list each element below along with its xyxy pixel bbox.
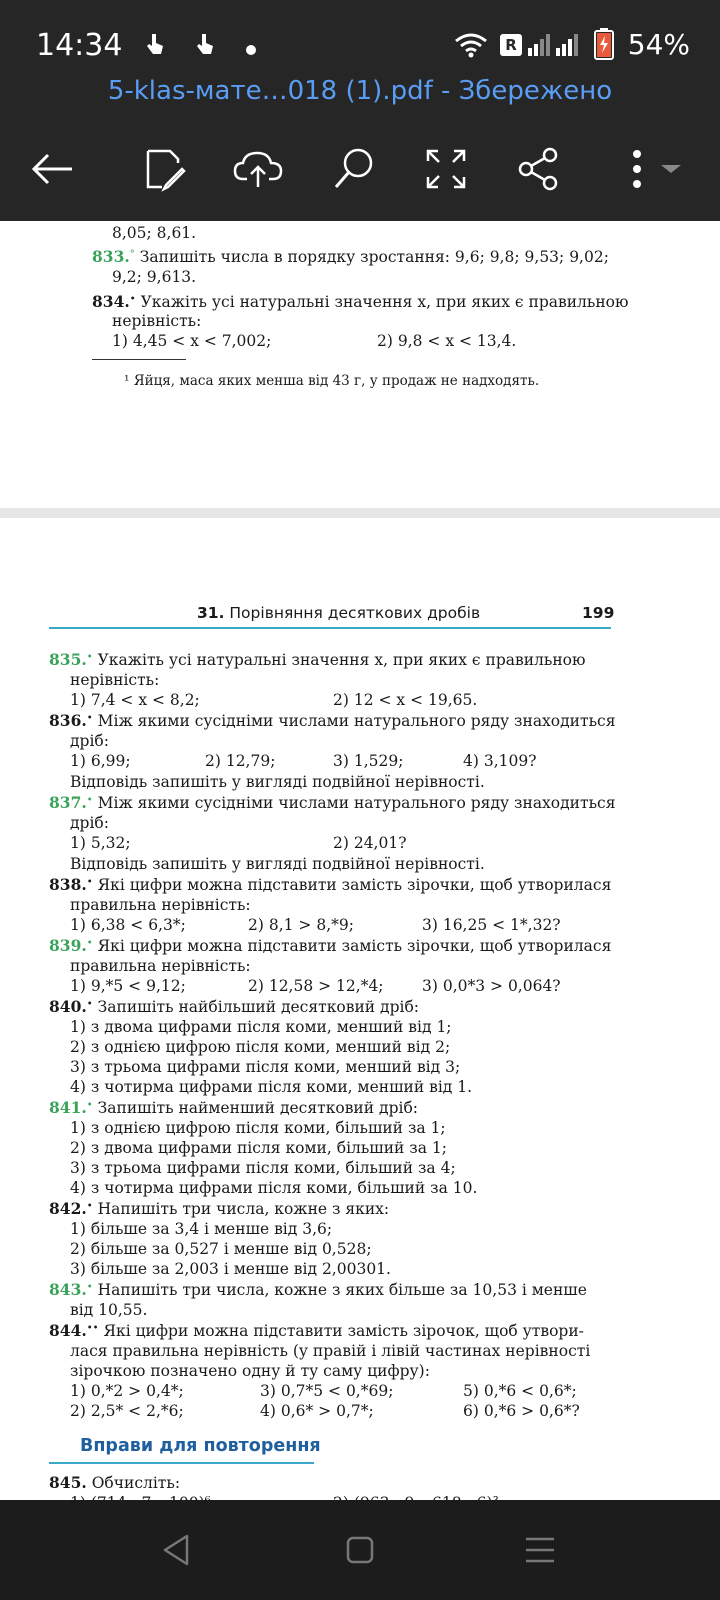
- page-header-title: [197, 604, 480, 622]
- exercise-837: [49, 793, 615, 813]
- battery-percentage: 54%: [627, 28, 690, 61]
- difficulty-mark: •: [86, 795, 93, 806]
- text-line: Напишіть три числа, кожне з яких більше за 10,53 і менше: [97, 1281, 587, 1299]
- text-line: 8,05; 8,61.: [112, 224, 197, 242]
- text-line: Відповідь запишіть у вигляді подвійної нерівності.: [70, 855, 485, 873]
- roaming-badge: R: [500, 34, 522, 56]
- exercise-number: 842.: [49, 1199, 87, 1218]
- text-line: Які цифри можна підставити замість зірочки, щоб утворилася: [97, 876, 612, 894]
- touch-icon: [146, 32, 164, 62]
- section-divider: [49, 1462, 314, 1464]
- section-number: 31.: [197, 604, 225, 622]
- text-line: Між якими сусідніми числами натурального ряду знаходиться: [97, 712, 616, 730]
- text-line: 2) з однією цифрою після коми, менший від 2;: [70, 1038, 451, 1056]
- app-top-bar: [0, 0, 720, 221]
- text-line: 1) 5,32;: [70, 834, 131, 852]
- search-icon: [332, 147, 376, 191]
- fullscreen-button[interactable]: [420, 143, 472, 195]
- text-line: 4) 3,109?: [463, 752, 537, 770]
- difficulty-mark: •: [86, 1282, 93, 1293]
- exercise-number: 836.: [49, 711, 87, 730]
- text-line: 1) 7,4 < x < 8,2;: [70, 691, 200, 709]
- text-line: правильна нерівність:: [70, 957, 251, 975]
- footnote-divider: [92, 359, 186, 360]
- text-line: 2) з двома цифрами після коми, більший за 1;: [70, 1139, 448, 1157]
- recents-lines-icon: [524, 1535, 556, 1565]
- text-line: дріб:: [70, 814, 109, 832]
- text-line: 4) 0,6* > 0,7*;: [260, 1402, 374, 1420]
- text-line: 3) 1,529;: [333, 752, 404, 770]
- text-line: правильна нерівність:: [70, 896, 251, 914]
- exercise-843: [49, 1280, 587, 1300]
- difficulty-mark: ••: [86, 1323, 99, 1334]
- text-line: 2) 8,1 > 8,*9;: [248, 916, 354, 934]
- text-line: 2) 12 < x < 19,65.: [333, 691, 478, 709]
- square-home-icon: [345, 1535, 375, 1565]
- more-vertical-icon: [625, 149, 685, 189]
- exercise-844: [49, 1321, 584, 1341]
- text-line: 1) з однією цифрою після коми, більший за 1;: [70, 1119, 446, 1137]
- system-navigation-bar: [0, 1500, 720, 1600]
- nav-home-button[interactable]: [340, 1530, 380, 1570]
- exercise-838: [49, 875, 611, 895]
- text-line: лася правильна нерівність (у правій і лівій частинах нерівності: [70, 1342, 591, 1360]
- text-line: Укажіть усі натуральні значення x, при яких є правильною: [97, 651, 586, 669]
- text-line: Запишіть числа в порядку зростання: 9,6; 9,8; 9,53; 9,02;: [139, 248, 609, 266]
- share-button[interactable]: [512, 143, 564, 195]
- document-title: 5-klas-мате…018 (1).pdf - Збережено: [107, 76, 613, 106]
- text-line: Запишіть найбільший десятковий дріб:: [97, 998, 420, 1016]
- triangle-back-icon: [161, 1533, 191, 1567]
- difficulty-mark: °: [129, 249, 135, 260]
- text-line: 1) 6,99;: [70, 752, 131, 770]
- exercise-835: [49, 650, 586, 670]
- text-line: 1) 9,*5 < 9,12;: [70, 977, 186, 995]
- battery-charging-icon: [594, 28, 614, 64]
- difficulty-mark: •: [129, 294, 136, 305]
- exercise-number: 833.: [92, 247, 130, 266]
- difficulty-mark: •: [86, 713, 93, 724]
- exercise-834: [92, 292, 629, 312]
- cloud-upload-icon: [233, 149, 283, 189]
- edit-button[interactable]: [138, 143, 190, 195]
- wifi-icon: [454, 32, 488, 62]
- fullscreen-icon: [426, 149, 466, 189]
- footnote: ¹ Яйця, маса яких менша від 43 г, у продаж не надходять.: [124, 373, 540, 389]
- exercise-number: 844.: [49, 1321, 87, 1340]
- text-line: 1) 6,38 < 6,3*;: [70, 916, 186, 934]
- text-line: 2) 12,79;: [205, 752, 276, 770]
- text-line: Запишіть найменший десятковий дріб:: [97, 1099, 419, 1117]
- text-line: 2) 9,8 < x < 13,4.: [377, 332, 517, 350]
- text-line: 1) 4,45 < x < 7,002;: [112, 332, 272, 350]
- text-line: 3) з трьома цифрами після коми, більший за 4;: [70, 1159, 456, 1177]
- signal-icon: [528, 34, 550, 60]
- text-line: Між якими сусідніми числами натурального ряду знаходиться: [97, 794, 616, 812]
- page-separator: [0, 508, 720, 518]
- section-title: Порівняння десяткових дробів: [229, 604, 481, 622]
- difficulty-mark: •: [86, 877, 93, 888]
- exercise-842: [49, 1199, 389, 1219]
- text-line: Які цифри можна підставити замість зірочки, щоб утворилася: [97, 937, 612, 955]
- text-line: нерівність:: [112, 312, 202, 330]
- search-button[interactable]: [328, 143, 380, 195]
- text-line: 9,2; 9,613.: [112, 268, 197, 286]
- upload-button[interactable]: [232, 143, 284, 195]
- more-options-button[interactable]: [620, 143, 690, 195]
- text-line: 3) більше за 2,003 і менше від 2,00301.: [70, 1260, 391, 1278]
- arrow-left-icon: [30, 152, 74, 186]
- pdf-page-199: [0, 518, 720, 1500]
- text-line: 5) 0,*6 < 0,6*;: [463, 1382, 577, 1400]
- exercise-839: [49, 936, 611, 956]
- difficulty-mark: •: [86, 999, 93, 1010]
- text-line: Напишіть три числа, кожне з яких:: [97, 1200, 390, 1218]
- nav-back-button[interactable]: [156, 1530, 196, 1570]
- text-line: 4) з чотирма цифрами після коми, більший за 10.: [70, 1179, 478, 1197]
- text-line: дріб:: [70, 732, 109, 750]
- text-line: нерівність:: [70, 671, 160, 689]
- exercise-number: 835.: [49, 650, 87, 669]
- edit-document-icon: [142, 147, 186, 191]
- text-line: 1) 0,*2 > 0,4*;: [70, 1382, 184, 1400]
- header-divider: [49, 627, 611, 629]
- exercise-number: 839.: [49, 936, 87, 955]
- nav-recents-button[interactable]: [520, 1530, 560, 1570]
- section-heading: Вправи для повторення: [80, 1436, 321, 1456]
- touch-icon: [196, 32, 214, 62]
- text-line: зірочкою позначено одну й ту саму цифру):: [70, 1362, 430, 1380]
- text-line: 1) з двома цифрами після коми, менший від 1;: [70, 1018, 452, 1036]
- text-line: 2) 24,01?: [333, 834, 407, 852]
- text-line: 6) 0,*6 > 0,6*?: [463, 1402, 580, 1420]
- signal-icon: [556, 34, 578, 60]
- exercise-number: 845.: [49, 1473, 87, 1492]
- exercise-841: [49, 1098, 418, 1118]
- notification-dot-icon: [246, 40, 256, 59]
- exercise-number: 834.: [92, 292, 130, 311]
- pdf-page-198: [0, 221, 720, 508]
- text-line: Укажіть усі натуральні значення x, при яких є правильною: [140, 293, 629, 311]
- difficulty-mark: •: [86, 652, 93, 663]
- share-icon: [516, 147, 560, 191]
- back-button[interactable]: [26, 143, 78, 195]
- status-time: 14:34: [36, 28, 123, 63]
- exercise-number: 843.: [49, 1280, 87, 1299]
- text-line: 3) 16,25 < 1*,32?: [422, 916, 561, 934]
- text-line: від 10,55.: [70, 1301, 148, 1319]
- exercise-number: 840.: [49, 997, 87, 1016]
- difficulty-mark: •: [86, 938, 93, 949]
- text-line: 3) 0,7*5 < 0,*69;: [260, 1382, 394, 1400]
- text-line: 4) з чотирма цифрами після коми, менший від 1.: [70, 1078, 473, 1096]
- text-line: Які цифри можна підставити замість зірочок, щоб утвори-: [103, 1322, 584, 1340]
- exercise-number: 837.: [49, 793, 87, 812]
- text-line: 2) 2,5* < 2,*6;: [70, 1402, 184, 1420]
- text-line: Обчисліть:: [91, 1474, 181, 1492]
- difficulty-mark: •: [86, 1201, 93, 1212]
- difficulty-mark: •: [86, 1100, 93, 1111]
- text-line: 2) більше за 0,527 і менше від 0,528;: [70, 1240, 372, 1258]
- text-line: 3) з трьома цифрами після коми, менший від 3;: [70, 1058, 461, 1076]
- exercise-840: [49, 997, 419, 1017]
- exercise-number: 838.: [49, 875, 87, 894]
- text-line: 1) більше за 3,4 і менше від 3,6;: [70, 1220, 333, 1238]
- exercise-number: 841.: [49, 1098, 87, 1117]
- text-line: 3) 0,0*3 > 0,064?: [422, 977, 561, 995]
- page-number: 199: [582, 604, 615, 622]
- exercise-836: [49, 711, 615, 731]
- text-line: 2) 12,58 > 12,*4;: [248, 977, 384, 995]
- exercise-845: [49, 1473, 180, 1493]
- exercise-833: [92, 247, 609, 267]
- text-line: Відповідь запишіть у вигляді подвійної нерівності.: [70, 773, 485, 791]
